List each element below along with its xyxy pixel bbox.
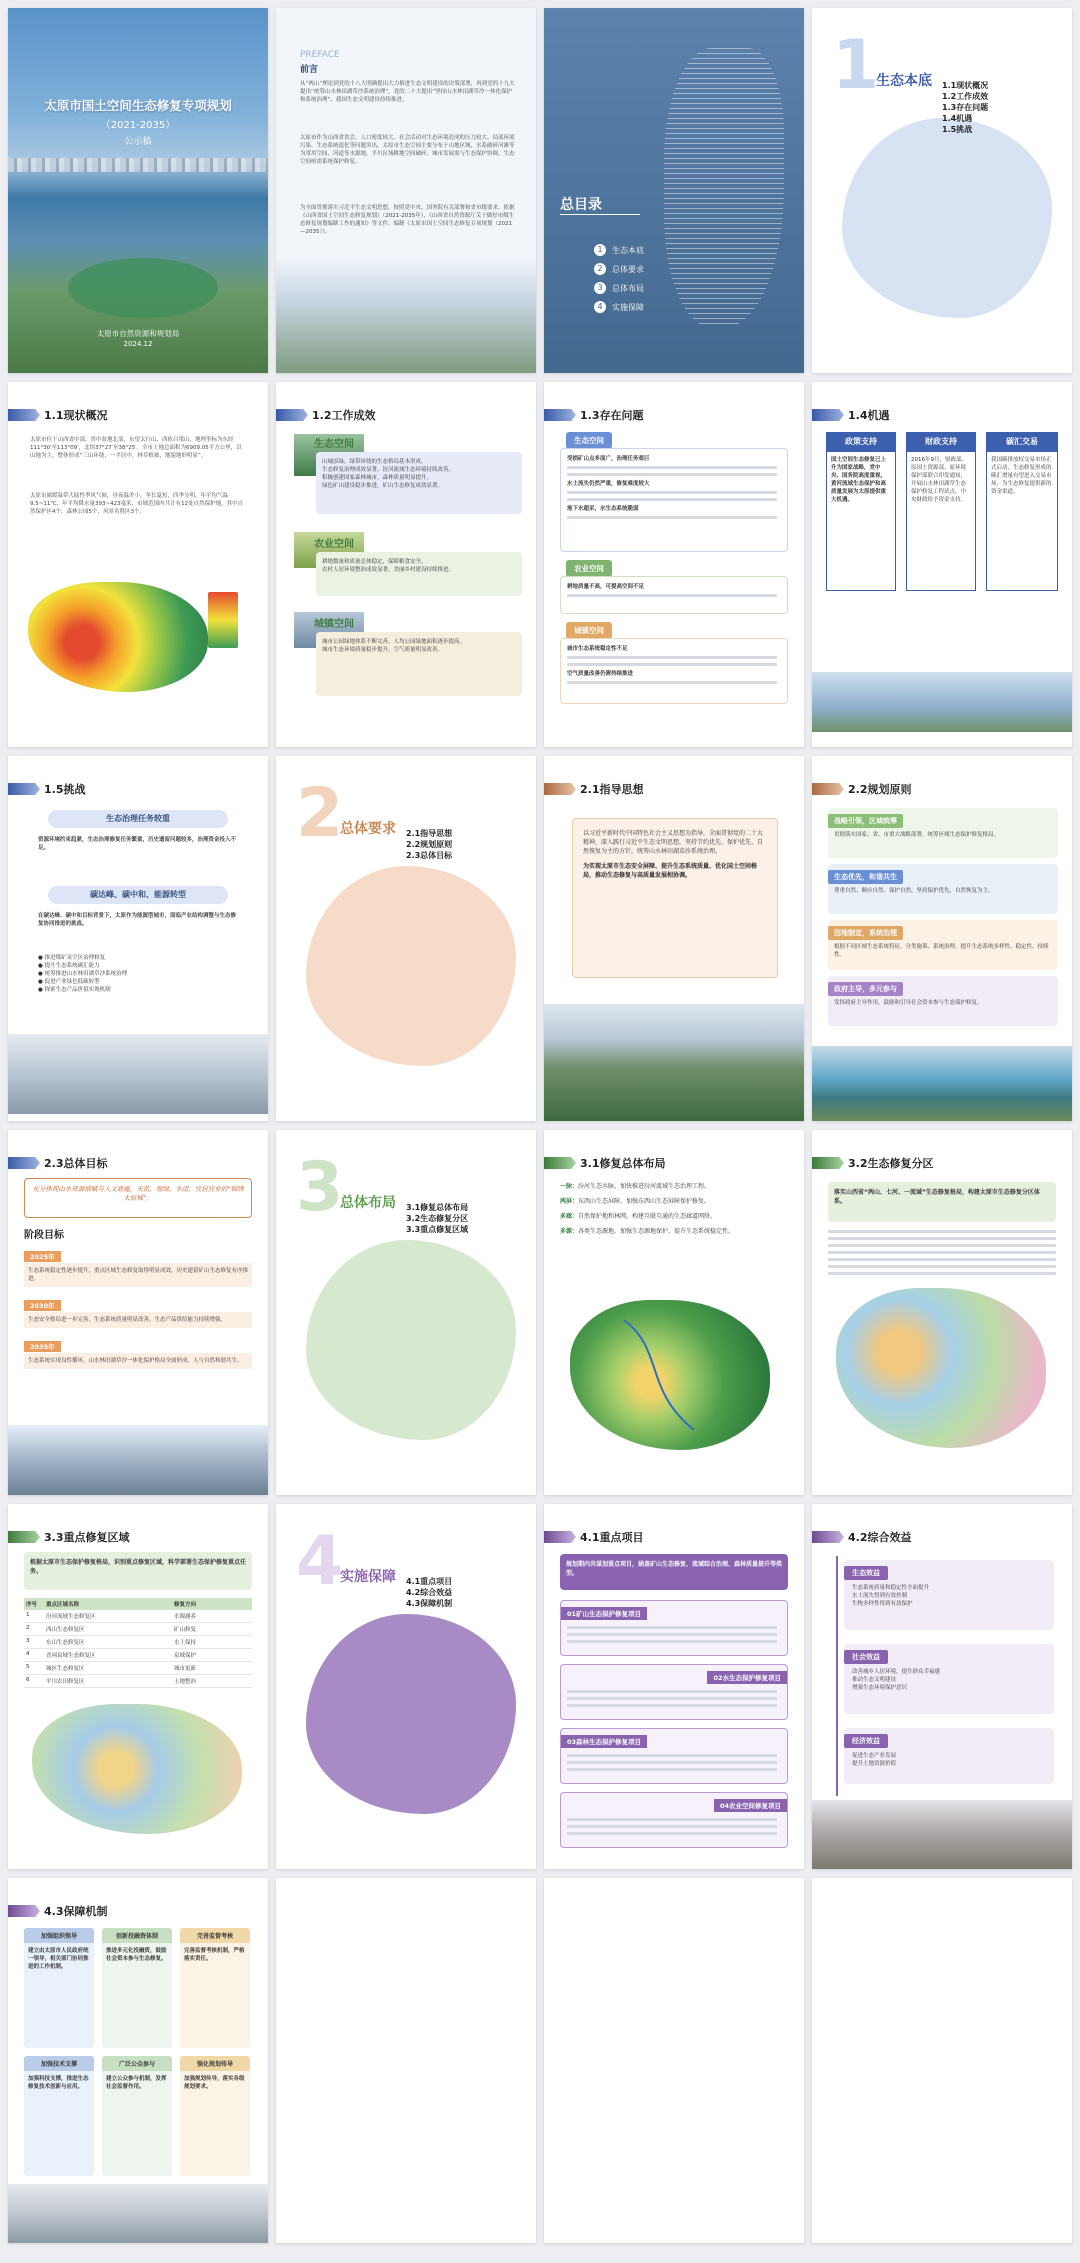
- toc-divider: [560, 214, 640, 215]
- chapter4-page: [276, 1504, 536, 1869]
- section-title: 1.4机遇: [848, 409, 890, 422]
- map-legend: [208, 592, 238, 648]
- mechanism-card-text: 完善监督考核机制，严格落实责任。: [184, 1948, 245, 1962]
- opportunity-body: 国土空间生态修复已上升为国家战略，党中央、国务院高度重视，黄河流域生态保护和高质量发展为太原提供重大机遇。: [826, 451, 896, 591]
- benefit-timeline: [836, 1556, 838, 1796]
- chapter1-map: [842, 118, 1052, 318]
- river-line: [604, 1310, 744, 1440]
- s11-p2: 太原市属暖温带大陆性季风气候，昼夜温差小，冬长夏短，四季分明，年平均气温9.5~11℃，年平均降水量393~423毫米，市域范围内共计有12处自然保护地，其中自然保护区4个，森林公园5个，风景名胜区3个。: [30, 493, 244, 515]
- project-4: [560, 1792, 788, 1848]
- benefit-title: 经济效益: [844, 1734, 888, 1748]
- chapter2-item[interactable]: 2.1指导思想: [406, 829, 453, 838]
- cover-years: （2021-2035）: [100, 120, 176, 131]
- project-2: [560, 1664, 788, 1720]
- mechanism-card: [102, 2056, 172, 2176]
- section-title: 2.3总体目标: [44, 1157, 108, 1170]
- section-2-1-page: [544, 756, 804, 1121]
- section-1-3-page: [544, 382, 804, 747]
- principle-title: 政府主导，多元参与: [828, 982, 903, 996]
- section-title: 2.1指导思想: [580, 783, 644, 796]
- principle-text: 尊重自然、顺应自然、保护自然，坚持保护优先、自然恢复为主。: [834, 888, 994, 894]
- section-title: 3.3重点修复区域: [44, 1531, 130, 1544]
- mechanism-card-title: 强化规划传导: [180, 2056, 250, 2071]
- agri-line: 耕地数量和质量总体稳定，保障粮食安全。: [322, 559, 427, 565]
- opportunity-head: 财政支持: [906, 432, 976, 451]
- chapter2-items: [406, 828, 452, 861]
- opportunity-policy: [826, 432, 896, 591]
- toc-num-icon: 2: [594, 263, 606, 275]
- chapter2-item[interactable]: 2.3总体目标: [406, 851, 453, 860]
- chapter2-number: 2: [296, 774, 344, 853]
- problem-agri-box: [560, 576, 788, 614]
- chapter2-item[interactable]: 2.2规划原则: [406, 840, 453, 849]
- mechanism-card: [180, 2056, 250, 2176]
- zoning-map: [836, 1288, 1046, 1448]
- section-3-1-page: [544, 1130, 804, 1495]
- opportunity-carbon: [986, 432, 1058, 591]
- chapter1-item[interactable]: 1.3存在问题: [942, 103, 989, 112]
- mountain-photo: [544, 1004, 804, 1121]
- benefit-line: 增强生态环境保护意识: [852, 1685, 908, 1691]
- opportunity-head: 政策支持: [826, 432, 896, 451]
- key-area-intro: 根据太原市生态保护修复格局，识别重点修复区域，科学部署生态保护修复重点任务。: [24, 1552, 252, 1590]
- principle-1: [828, 808, 1058, 858]
- section-title: 4.1重点项目: [580, 1531, 644, 1544]
- section-header: [812, 1154, 934, 1172]
- mechanism-card: [24, 1928, 94, 2048]
- eco-box: [316, 452, 522, 514]
- cover-title: 太原市国土空间生态修复专项规划: [44, 98, 232, 113]
- toc-item[interactable]: [594, 301, 644, 313]
- skyline-band: [8, 158, 268, 172]
- mechanism-card: [180, 1928, 250, 2048]
- agri-box: [316, 552, 522, 596]
- challenge-bullet: ● 提升生态系统碳汇能力: [38, 963, 100, 969]
- eco-line: 积极创建国家森林城市，森林质量明显提升。: [322, 475, 433, 481]
- challenge-1-text: 资源环境约束趋紧，生态治理修复任务繁重，历史遗留问题较多，治理资金投入不足。: [38, 837, 237, 851]
- benefit-line: 促进生态产业发展: [852, 1753, 897, 1759]
- section-header: [812, 1528, 912, 1546]
- layout-line: 多源：各类生态源地。加强生态源地保护，提升生态系统稳定性。: [560, 1228, 735, 1235]
- section-1-4-page: [812, 382, 1072, 747]
- toc-page: [544, 8, 804, 373]
- lake-photo: [812, 1046, 1072, 1121]
- chapter4-title: 实施保障: [340, 1569, 396, 1585]
- chapter3-item[interactable]: 3.3重点修复区域: [406, 1225, 469, 1234]
- opportunity-body: 2016年9月，财政部、原国土资源部、原环境保护部联合印发通知，开展山水林田湖草生态保护修复工程试点，中央财政给予资金支持。: [906, 451, 976, 591]
- section-title: 1.3存在问题: [580, 409, 644, 422]
- table-row: 3 东山生态修复区 水土保持: [24, 1636, 252, 1649]
- benefit-line: 推动生态文明建设: [852, 1677, 897, 1683]
- preface-p1: 从“两山”理论到党的十八大明确提出大力推进生态文明建设的决策部署，再到党的十九大提出“统筹山水林田湖草沙系统治理”，党的二十大提出“坚持山水林田湖草沙一体化保护和系统治理”，我国生态文明建设持续推进。: [300, 81, 515, 103]
- section-1-5-page: [8, 756, 268, 1121]
- urban-box: [316, 632, 522, 696]
- chapter4-map: [306, 1614, 516, 1814]
- preface-p2: 太原市作为山西省省会，人口密度较大，社会活动对生态环境造成的压力较大。局部环境污染、生态系统退化等问题突出，太原市生态空间主要分布于山地区域，水系破碎河滩等为常用空间、河道等水源地，平川区域耕地空间破碎，城市发展需与生态保护协调，生态空间亟需系统保护修复。: [300, 135, 515, 165]
- section-title: 1.1现状概况: [44, 409, 108, 422]
- project-3: [560, 1728, 788, 1784]
- river-photo: [8, 1034, 268, 1114]
- challenge-bullet: ● 统筹推进山水林田湖草沙系统治理: [38, 971, 128, 977]
- section-header: [8, 406, 108, 424]
- chapter1-item[interactable]: 1.5挑战: [942, 125, 973, 134]
- mechanism-card-title: 完善监督考核: [180, 1928, 250, 1943]
- toc-item[interactable]: [594, 282, 644, 294]
- layout-line: 多廊：自然保护地和林网。构建互联互通的生态廊道网络。: [560, 1213, 717, 1220]
- chapter1-page: [812, 8, 1072, 373]
- principle-text: 发挥政府主导作用，鼓励和引导社会资本参与生态保护修复。: [834, 1000, 983, 1006]
- toc-item[interactable]: [594, 244, 644, 256]
- section-header: [8, 1528, 130, 1546]
- agri-line: 农村人居环境整治成效显著，美丽乡村建设持续推进。: [322, 567, 455, 573]
- challenge-bullet: ● 推进煤矿采空区治理修复: [38, 955, 106, 961]
- section-2-3-page: [8, 1130, 268, 1495]
- mechanism-card: [24, 2056, 94, 2176]
- chapter3-items: [406, 1202, 468, 1235]
- toc-num-icon: 3: [594, 282, 606, 294]
- section-1-1-page: [8, 382, 268, 747]
- section-title: 2.2规划原则: [848, 783, 912, 796]
- toc-title: 总目录: [560, 197, 602, 213]
- preface-p3: 为全面贯彻落实习近平生态文明思想，按照党中央、国务院有关部署和省市级要求，依据《山西省国土空间生态修复规划》（2021-2035年）、《山西省自然资源厅关于做好市级生态修复规划编制工作的通知》等文件，编制《太原市国土空间生态修复专项规划（2021—2035）》。: [300, 205, 515, 235]
- s11-p1: 太原市位于山西省中部，晋中盆地北部，东望太行山、西依吕梁山，地理坐标为东经111°30′至113°09′，北纬37°27′至38°25′。全市土地总面积为6909.05平方公里，以山地为主，整体形成“三山环绕，一平居中，林草植被，地貌地形明显”。: [30, 437, 242, 459]
- mechanism-card-text: 建立公众参与机制，发挥社会监督作用。: [106, 2076, 167, 2090]
- benefit-social: [844, 1644, 1054, 1714]
- chapter1-item[interactable]: 1.1现状概况: [942, 81, 989, 90]
- stage-text: 生态安全格局进一步完善，生态系统质量明显改善，生态产品供给能力持续增强。: [24, 1312, 252, 1328]
- principle-2: [828, 864, 1058, 914]
- section-header: [544, 1528, 644, 1546]
- opportunity-head: 碳汇交易: [986, 432, 1058, 451]
- mechanism-card: [102, 1928, 172, 2048]
- agri-space-label: 农业空间: [314, 539, 354, 550]
- benefit-line: 改善城乡人居环境，提升群众幸福感: [852, 1669, 941, 1675]
- green-island: [68, 258, 218, 318]
- project-title: 04农业空间修复项目: [714, 1799, 787, 1812]
- benefit-title: 社会效益: [844, 1650, 888, 1664]
- challenge-2-text: 在碳达峰、碳中和目标背景下，太原作为能源型城市，面临产业结构调整与生态修复协同推进的挑战。: [38, 913, 237, 927]
- cover-org: 太原市自然资源和规划局: [96, 329, 180, 338]
- challenge-bullet: ● 探索生态产品价值实现机制: [38, 987, 111, 993]
- urban-line: 城市公园绿地体系不断完善，人均公园绿地面积逐步提高。: [322, 639, 466, 645]
- table-header: 序号 重点区域名称 修复方向: [24, 1598, 252, 1610]
- section-header: [8, 780, 86, 798]
- benefit-line: 生物多样性得到有效保护: [852, 1601, 913, 1607]
- cover-date: 2024.12: [123, 340, 153, 348]
- benefit-economic: [844, 1728, 1054, 1784]
- stage-list: [24, 1244, 252, 1369]
- problem-line: 空气质量改善仍需持续推进: [567, 671, 634, 677]
- mechanism-card-title: 加强组织领导: [24, 1928, 94, 1943]
- chapter1-number: 1: [832, 26, 880, 105]
- table-row: 6 平川农田修复区 土地整治: [24, 1675, 252, 1688]
- section-header: [812, 780, 912, 798]
- toc-num-icon: 4: [594, 301, 606, 313]
- guideline-p1: 以习近平新时代中国特色社会主义思想为指导，全面贯彻党的二十大精神，深入践行习近平生态文明思想，坚持节约优先、保护优先、自然恢复为主的方针，统筹山水林田湖草沙系统治理。: [583, 830, 764, 855]
- cover-page: [8, 8, 268, 373]
- toc-item-label: 生态本底: [612, 245, 644, 255]
- section-1-2-page: [276, 382, 536, 747]
- mechanism-card-title: 广泛公众参与: [102, 2056, 172, 2071]
- chapter4-items: [406, 1576, 452, 1609]
- challenge-1-title: 生态治理任务较重: [48, 810, 228, 828]
- table-row: 2 西山生态修复区 矿山修复: [24, 1623, 252, 1636]
- problem-urban-label: 城镇空间: [566, 622, 612, 639]
- section-2-2-page: [812, 756, 1072, 1121]
- principle-text: 根据不同区域生态系统特征，分类施策、系统治理，提升生态系统多样性、稳定性、持续性。: [834, 944, 1049, 958]
- section-header: [544, 780, 644, 798]
- problem-urban-box: [560, 638, 788, 704]
- section-header: [8, 1154, 108, 1172]
- eco-line: 山城添绿，绿带环绕的生态格局基本形成。: [322, 459, 427, 465]
- elevation-map: [28, 582, 208, 692]
- urban-line: 城市生态环境质量稳步提升，空气质量明显改善。: [322, 647, 444, 653]
- principle-title: 生态优先，和谐共生: [828, 870, 903, 884]
- chapter1-title: 生态本底: [876, 73, 932, 89]
- section-title: 4.3保障机制: [44, 1905, 108, 1918]
- benefit-title: 生态效益: [844, 1566, 888, 1580]
- blank-page: [544, 1878, 804, 2243]
- toc-list: [594, 244, 644, 313]
- cover-subtitle: 公示稿: [124, 137, 152, 147]
- problem-eco-label: 生态空间: [566, 432, 612, 449]
- principle-text: 贯彻落实国家、省、市重大战略部署，统筹区域生态保护修复格局。: [834, 832, 1000, 838]
- problem-agri-label: 农业空间: [566, 560, 612, 577]
- zoning-table: [828, 1230, 1056, 1279]
- chapter3-item[interactable]: 3.1修复总体布局: [406, 1203, 469, 1212]
- section-header: [8, 1902, 108, 1920]
- section-3-3-page: [8, 1504, 268, 1869]
- project-title: 03森林生态保护修复项目: [561, 1735, 647, 1748]
- blank-page: [812, 1878, 1072, 2243]
- chapter4-item[interactable]: 4.3保障机制: [406, 1599, 453, 1608]
- problem-line: 城市生态系统稳定性不足: [567, 646, 628, 652]
- chapter1-items: [942, 80, 988, 135]
- guideline-box: [572, 818, 778, 978]
- section-title: 1.2工作成效: [312, 409, 376, 422]
- mechanism-card-text: 推进多元化投融资，鼓励社会资本参与生态修复。: [106, 1948, 167, 1962]
- project-intro: 规划期内共谋划重点项目，涵盖矿山生态修复、流域综合治理、森林质量提升等类型。: [560, 1554, 788, 1590]
- stage-text: 生态系统实现良性循环，山水林田湖草沙一体化保护格局全面形成，人与自然和谐共生。: [24, 1353, 252, 1369]
- stage-year: 2030年: [24, 1300, 61, 1311]
- section-title: 3.2生态修复分区: [848, 1157, 934, 1170]
- chapter3-number: 3: [296, 1148, 344, 1227]
- landscape-photo: [812, 1800, 1072, 1869]
- eco-line: 绿色矿山建设稳步推进，矿山生态修复成效显著。: [322, 483, 444, 489]
- chapter4-item[interactable]: 4.2综合效益: [406, 1588, 453, 1597]
- toc-item-label: 总体布局: [612, 283, 644, 293]
- chapter3-map: [306, 1240, 516, 1440]
- project-1: [560, 1600, 788, 1656]
- city-photo: [812, 672, 1072, 732]
- key-area-map: [32, 1704, 242, 1834]
- chapter4-number: 4: [296, 1522, 344, 1601]
- benefit-line: 生态系统质量和稳定性全面提升: [852, 1585, 930, 1591]
- stage-text: 生态系统稳定性逐步提升，重点区域生态修复取得明显成效，历史遗留矿山生态修复有序推进。: [24, 1263, 252, 1287]
- chapter1-item[interactable]: 1.2工作成效: [942, 92, 989, 101]
- zoning-intro: 落实山西省“两山、七河、一流域”生态修复格局，构建太原市生态修复分区体系。: [828, 1182, 1056, 1222]
- section-4-1-page: [544, 1504, 804, 1869]
- mechanism-card-title: 加强技术支撑: [24, 2056, 94, 2071]
- toc-map-texture: [664, 48, 784, 328]
- section-title: 4.2综合效益: [848, 1531, 912, 1544]
- section-4-3-page: [8, 1878, 268, 2243]
- project-title: 02水生态保护修复项目: [707, 1671, 787, 1684]
- toc-item[interactable]: [594, 263, 644, 275]
- bottom-photo: [8, 2184, 268, 2243]
- chapter3-item[interactable]: 3.2生态修复分区: [406, 1214, 469, 1223]
- chapter1-item[interactable]: 1.4机遇: [942, 114, 973, 123]
- layout-line: 两屏：东西山生态屏障。加强东西山生态屏障保护修复。: [560, 1198, 711, 1205]
- chapter3-title: 总体布局: [340, 1195, 396, 1211]
- problem-eco-box: [560, 448, 788, 552]
- problem-line: 地下水超采，水生态系统脆弱: [567, 506, 639, 512]
- eco-space-label: 生态空间: [314, 439, 354, 450]
- project-title: 01矿山生态保护修复项目: [561, 1607, 647, 1620]
- chapter2-map: [306, 866, 516, 1066]
- mechanism-card-title: 创新投融资体制: [102, 1928, 172, 1943]
- problem-line: 耕地质量不高，可提高空间不足: [567, 584, 645, 590]
- principle-title: 战略引领，区域统筹: [828, 814, 903, 828]
- section-header: [544, 1154, 666, 1172]
- city-photo: [8, 1425, 268, 1495]
- table-row: 1 汾河流域生态修复区 水源涵养: [24, 1610, 252, 1623]
- section-header: [276, 406, 376, 424]
- benefit-eco: [844, 1560, 1054, 1630]
- section-title: 3.1修复总体布局: [580, 1157, 666, 1170]
- section-title: 1.5挑战: [44, 783, 86, 796]
- chapter2-title: 总体要求: [340, 821, 396, 837]
- eco-line: 生态修复治理成效显著，汾河流域生态环境持续改善。: [322, 467, 455, 473]
- stage-title: 阶段目标: [24, 1230, 64, 1241]
- preface-title: 前言: [300, 65, 319, 75]
- section-4-2-page: [812, 1504, 1072, 1869]
- table-row: 5 城区生态修复区 城市更新: [24, 1662, 252, 1675]
- chapter4-item[interactable]: 4.1重点项目: [406, 1577, 453, 1586]
- section-3-2-page: [812, 1130, 1072, 1495]
- preface-en: PREFACE: [300, 50, 340, 60]
- layout-lines: [560, 1182, 788, 1236]
- section-header: [812, 406, 890, 424]
- toc-num-icon: 1: [594, 244, 606, 256]
- chapter2-page: [276, 756, 536, 1121]
- vision-quote: 充分体现山水资源禀赋与人文底蕴，天蓝、地绿、水清、宜居宜业的“锦绣太原城”。: [24, 1178, 252, 1218]
- layout-line: 一脉：汾河生态水脉。加快推进汾河流域生态治理工程。: [560, 1183, 711, 1190]
- section-header: [544, 406, 644, 424]
- principle-3: [828, 920, 1058, 970]
- stage-year: 2025年: [24, 1251, 61, 1262]
- opportunity-body: 我国碳排放权交易市场正式启动，生态修复形成的碳汇增量有望进入交易市场，为生态修复提供新的资金渠道。: [986, 451, 1058, 591]
- challenge-bullets: [38, 954, 238, 994]
- toc-item-label: 实施保障: [612, 302, 644, 312]
- guideline-p2: 为实现太原市生态安全屏障、提升生态系统质量、优化国土空间格局，推动生态修复与高质量发展相协调。: [583, 863, 758, 879]
- chapter3-page: [276, 1130, 536, 1495]
- principle-title: 因地制宜，系统治理: [828, 926, 903, 940]
- problem-line: 水土流失仍然严重，修复难度较大: [567, 481, 650, 487]
- preface-page: [276, 8, 536, 373]
- mechanism-card-text: 加强科技支撑，推进生态修复技术创新与应用。: [28, 2076, 89, 2090]
- toc-item-label: 总体要求: [612, 264, 644, 274]
- key-area-table: [24, 1598, 252, 1688]
- blank-page: [276, 1878, 536, 2243]
- table-row: 4 晋祠泉域生态修复区 泉域保护: [24, 1649, 252, 1662]
- challenge-2-title: 碳达峰、碳中和、能源转型: [48, 886, 228, 904]
- principle-4: [828, 976, 1058, 1026]
- benefit-line: 水土流失得到有效控制: [852, 1593, 908, 1599]
- challenge-bullet: ● 促进产业绿色低碳转型: [38, 979, 100, 985]
- mechanism-card-text: 加强规划传导，落实各级规划要求。: [184, 2076, 245, 2090]
- stage-year: 2035年: [24, 1341, 61, 1352]
- mechanism-card-text: 建立由太原市人民政府统一领导，相关部门协同推进的工作机制。: [28, 1948, 89, 1970]
- urban-space-label: 城镇空间: [314, 619, 354, 630]
- problem-line: 受损矿山点多面广，治理任务艰巨: [567, 456, 650, 462]
- opportunity-finance: [906, 432, 976, 591]
- benefit-line: 提升土地资源价值: [852, 1761, 897, 1767]
